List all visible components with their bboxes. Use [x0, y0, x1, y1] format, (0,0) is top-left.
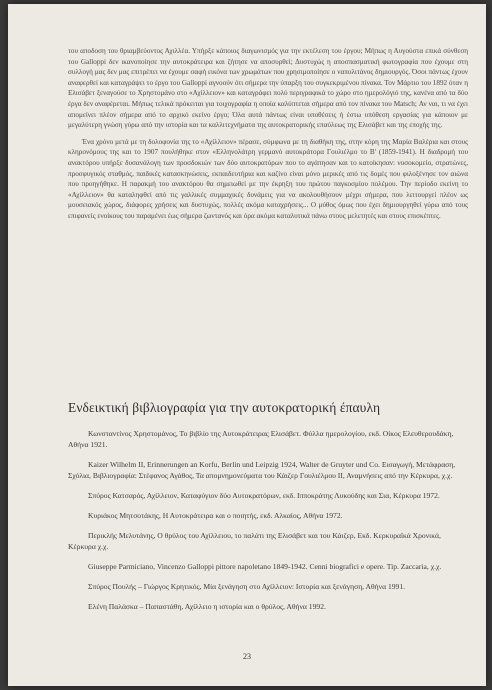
book-page [8, 4, 486, 686]
bibliography-list [68, 428, 468, 621]
bibliography-entry: Σπύρος Πουλής – Γιώργος Κρητικός, Μία ξενάγηση στο Αχίλλειον: Ιστορία και ξενάγηση, Αθήνα 1991. [88, 582, 406, 591]
bibliography-entry: Περικλής Μελυτάνης, Ο θρύλος του Αχίλλειου, το παλάτι της Ελισάβετ και του Κάιζερ, Εκδ. Κερκυραϊκά Χρονικά, Κέρκυρα χ.χ. [68, 531, 441, 551]
bibliography-entry: Ελένη Παλάσκα – Παπαστάθη, Αχίλλειο η ιστορία και ο θρύλος, Αθήνα 1992. [88, 602, 326, 611]
body-text [68, 46, 468, 228]
bibliography-entry: Kaizer Wilhelm II, Erinnerungen an Korfu, Berlin und Leipzig 1924, Walter de Gruyter und Co. Εισαγωγή, Μετάφραση, Σχόλια, Βιβλιογραφία: Στέφανος Αγάθος, Τα απομνημονεύματα του Κάιζερ Γουλιέλμου ΙΙ, Αναμνήσεις από την Κέρκυρα, χ.χ. [68, 460, 456, 480]
page-number: 23 [243, 652, 251, 661]
paragraph-1: του αποδοση του θριαμβεύοντος Αχιλλέα. Υπήρξε κάποιος διαγωνισμός για την εκτέλεση του έργου; Μήπως η Αυγούστα επικά σύνθεση του Galloppi δεν ικανοποίησε την αυτοκράτειρα και ζήτησε να αποσυρθεί; Δυστυχώς η αποσπασματική φωτογραφία που έχουμε στη συλλογή μας δεν μας επιτρέπει να έχουμε σαφή εικόνα των χρωμάτων που χρησιμοποίησε ο ναπολιτάνος δημιουργός. Όσοι πάντως έχουν αναφερθεί και καταγράψει το έργο του Galloppi αγνοούν ότι σήμερα την ύπαρξη του συγκεκριμένου πίνακα. Τον Μάρτιο του 1892 όταν η Ελισάβετ ξεναγούσε το Χρηστομάνο στο «Αχίλλειον» και καταγράφει πολύ περιγραφικά το χώρο στο ημερολόγιό της, κανένα από τα δύο έργα δεν αναφέρεται. Μήπως τελικά πρόκειται για τοιχογραφία η οποία καλύπτεται σήμερα από τον πίνακα του Matsch; Αν ναι, τι να έχει απομείνει πλέον σήμερα από το αρχικό εκείνο έργο; Όλα αυτά πάντως είναι υποθέσεις ή έστω υπόθεση εργασίας για κάποιον με μεγαλύτερη γνώση γύρω από την ιστορία και τα καλλιτεχνήματα της αυτοκρατορικής επαύλεως της Ελισάβετ και της εποχής της. [68, 47, 468, 130]
bibliography-entry: Giuseppe Parmiciano, Vincenzo Galloppi pittore napoletano 1849-1942. Cenni biografici e opere. Tip. Zaccaria, χ.χ. [88, 562, 442, 571]
paragraph-2: Ένα χρόνο μετά με τη δολοφονία της το «Αχίλλειον» πέρασε, σύμφωνα με τη διαθήκη της, στην κόρη της Μαρία Βαλέρια και στους κληρονόμους της και το 1907 πουλήθηκε στον «Ελληνολάτρη γερμανό αυτοκράτορα Γουλιέλμο το Β' (1859-1941). Η διαδρομή του ανακτόρου υπήρξε δυσανάλογη των προσδοκιών των δύο αυτοκρατόρων που το αγάπησαν και το κατοίκησαν: νοσοκομείο, στρατώνες, προσφυγικός σταθμός, παιδικές κατασκηνώσεις, εκπαιδευτήρια και καζίνο είναι μόνο μερικές από τις δομές που φιλοξένησε τον αιώνα που προηγήθηκε. Η παρακμή του ανακτόρου θα σημειωθεί με την έκρηξη του πρώτου παγκοσμίου πολέμου. Την περίοδο εκείνη το «Αχίλλειον» θα καταληφθεί από τις γαλλικές συμμαχικές δυνάμεις για να ακολουθήσουν μέχρι σήμερα, που λειτουργεί πλέον ως μουσειακός χώρος, διάφορες χρήσεις και δυστυχώς, πολλές ακόμα καταχρήσεις... Ο μύθος όμως που έχει δημιουργηθεί γύρω από τους επιφανείς ενοίκους του παραμένει έως σήμερα ζωντανός και όρα ακόμα καταλυτικά πάνω στους μελετητές και στους επισκέπτες. [68, 137, 468, 220]
bibliography-entry: Σπύρος Κατσαρός, Αχίλλειον, Καταφύγιον δύο Αυτοκρατόρων, εκδ. Ιπποκράτης Λυκούδης και Σια, Κέρκυρα 1972. [88, 491, 440, 500]
bibliography-heading: Ενδεικτική βιβλιογραφία για την αυτοκρατορική έπαυλη [68, 400, 381, 415]
bibliography-entry: Κυριάκος Μητσοτάκης, Η Αυτοκράτειρα και ο ποιητής, εκδ. Αλκαίος, Αθήνα 1972. [88, 511, 343, 520]
bibliography-entry: Κωνσταντίνος Χρηστομάνος, Το βιβλίο της Αυτοκράτειρας Ελισάβετ. Φύλλα ημερολογίου, εκδ. Οίκος Ελευθερουδάκη, Αθήνα 1921. [68, 429, 454, 449]
